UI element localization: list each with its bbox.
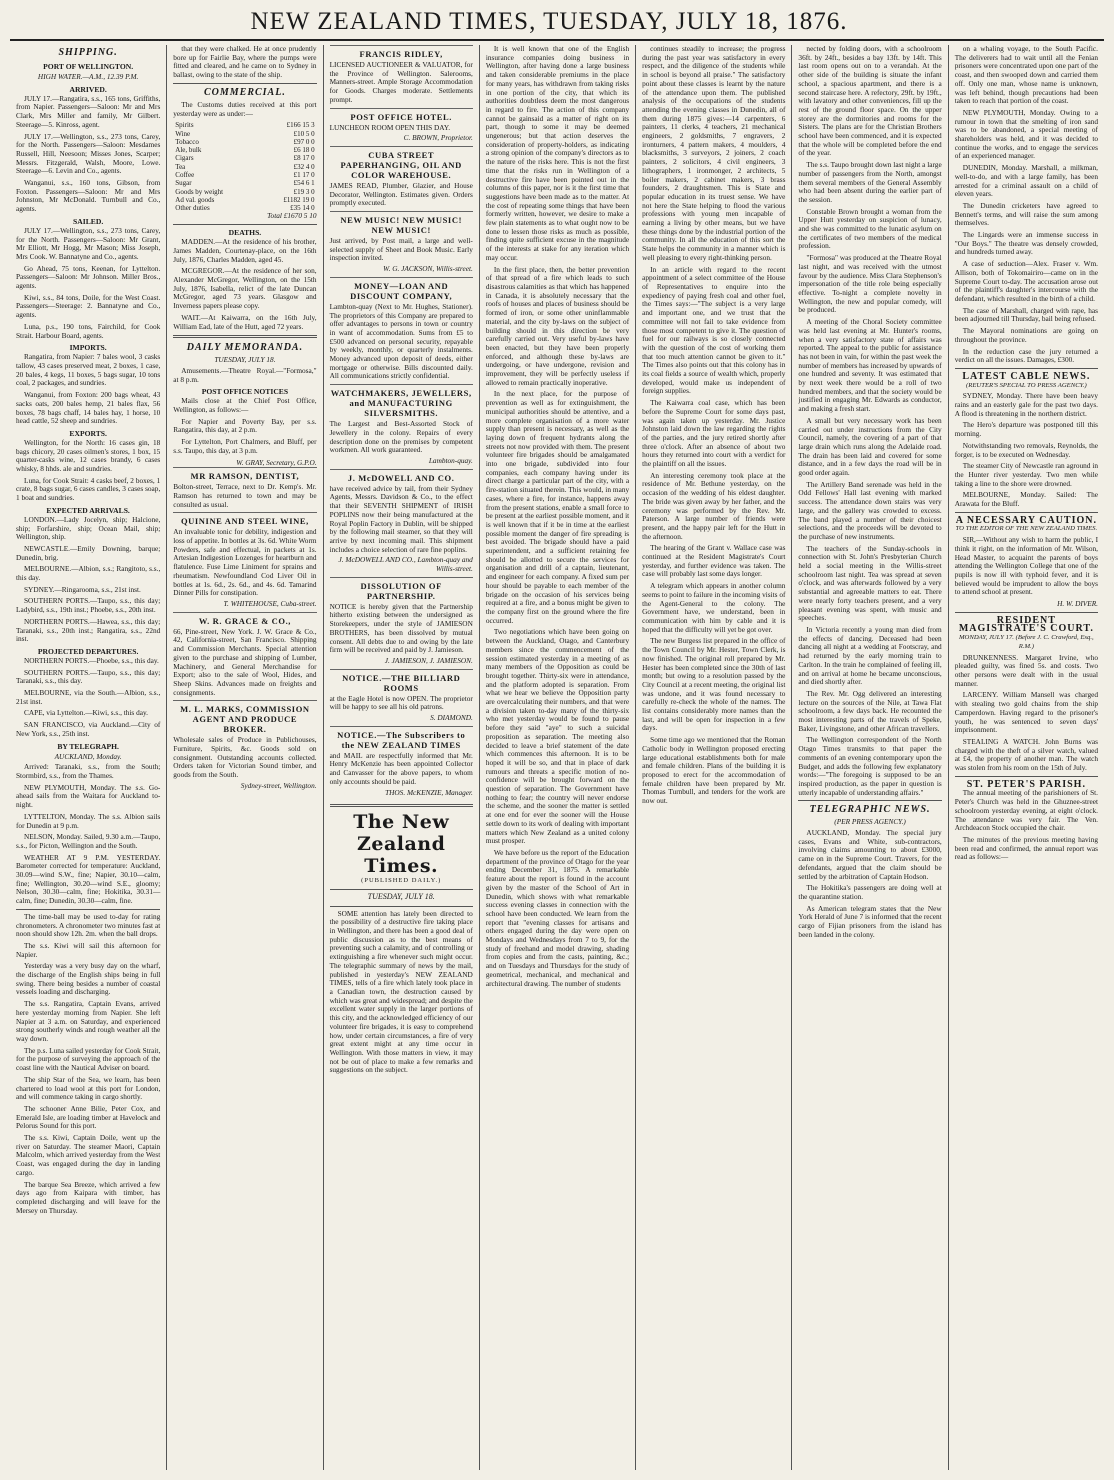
customs-item: Sugar — [175, 179, 192, 188]
telegraph-entry: NELSON, Monday. Sailed, 9.30 a.m.—Taupo, s.s., for Picton, Wellington and the South. — [16, 832, 161, 850]
customs-amount: £8 17 0 — [293, 154, 315, 163]
caution-heading: A NECESSARY CAUTION. — [955, 514, 1097, 526]
memoranda-heading: DAILY MEMORANDA. — [186, 342, 304, 354]
customs-amount: £19 3 0 — [293, 187, 315, 196]
masthead — [10, 8, 1104, 41]
departure-entry: MELBOURNE, via the South.—Albion, s.s., 21st inst. — [16, 688, 161, 706]
customs-amount: £6 18 0 — [293, 146, 315, 155]
customs-amount: £166 15 3 — [286, 121, 315, 130]
table-row — [173, 188, 316, 196]
ad-heading: MONEY—LOAN AND DISCOUNT COMPANY, — [350, 280, 453, 301]
advertisement — [173, 700, 316, 793]
ad-body: Lambton-quay (Next to Mr. Hughes, Stationer). The proprietors of this Company are prepared to offer advantages to persons in town or country in want of accommodation. Sums from £5 to £500 advanced on personal security, repayable by weekly, monthly, or quarterly instalments. Money advanced upon deposit of deeds, either mortgage or otherwise. Bills discounted daily. All communications strictly confidential. — [329, 301, 473, 381]
news-paragraph: The s.s. Taupo brought down last night a large number of passengers from the North, amongst them several members of the General Assembly who had been absent during the earlier part of the session. — [798, 160, 942, 204]
exports-label: EXPORTS. — [69, 428, 107, 438]
telegraph-entry: WEATHER AT 9 P.M. YESTERDAY. Barometer corrected for temperature: Auckland, 30.09—wind S.W., fine; Napier, 30.10—calm, fine; Wellington, 30.20—wind S.E., gloomy; Nelson, 30.30—calm, fine; Hokitika, 30.31—calm, fine; Dunedin, 30.30—calm, fine. — [16, 852, 161, 906]
news-paragraph: nected by folding doors, with a schoolroom 36ft. by 24ft., besides a bay 13ft. by 14ft. This last room opens out on to a verandah. At the other side of the building is situate the infant school, a spacious apartment, and there is a second staircase here. A refectory, 29ft. by 19ft., with lavatory and other conveniences, fill up the rest of the ground floor space. On the upper storey are the dormitories and rooms for the Sisters. The plans are for the Christian Brothers school have been commenced, and it is expected that the whole will be completed before the end of the year. — [798, 45, 942, 158]
news-paragraph: The Artillery Band serenade was held in the Odd Fellows' Hall last evening with marked success. The attendance down stairs was very large, and the gallery was crowded to excess. The band played a number of their choicest selections, and the proceeds will be devoted to the purchase of new instruments. — [798, 479, 942, 541]
ad-body: LICENSED AUCTIONEER & VALUATOR, for the Province of Wellington. Salerooms, Manners-street. Ample Storage Accommodation for Goods. Charges moderate. Settlements prompt. — [329, 60, 473, 104]
advertisement — [330, 669, 473, 726]
table-row — [173, 171, 316, 179]
imports-entry: Wanganui, from Foxton: 200 bags wheat, 43 sacks oats, 200 bales hemp, 21 bales flax, 56 boxes, 78 bags chaff, 14 bales hay, 1 horse, 10 head cattle, 52 sheep and sundries. — [16, 390, 161, 426]
ad-heading: NOTICE.—THE BILLIARD ROOMS — [342, 672, 461, 693]
ad-body: LUNCHEON ROOM OPEN THIS DAY. — [329, 122, 451, 132]
ad-heading: M. L. MARKS, COMMISSION AGENT AND PRODUCE BROKER. — [180, 704, 310, 735]
ad-heading: W. R. GRACE & CO., — [198, 615, 292, 626]
expected-label: EXPECTED ARRIVALS. — [46, 505, 130, 515]
news-paragraph: continues steadily to increase; the progress during the past year was satisfactory in every respect, and the diligence of the students while in school is beyond all praise." The satisfactory point about these classes is learnt by the nature of the attendance upon them. The published analysis of the occupations of the students attending the evening classes in Dunedin, all of them during 1875 gives:—14 carpenters, 6 painters, 11 clerks, 4 teachers, 21 mechanical engineers, 2 goldsmiths, 7 engravers, 2 ironturners, 4 pattern makers, 4 moulders, 4 blacksmiths, 3 surveyors, 2 joiners, 2 coach painters, 2 solicitors, 4 civil engineers, 3 lithographers, 1 ironmonger, 2 architects, 5 boiler makers, 2 cabinet makers, 3 brass founders, 2 draughtsmen. This is State and popular education in its truest sense. We have not here the State helping to flood the various professions with young men incapable of earning a living by other means, but we have these things done by the industrial portion of the community. In all the education of this sort the State helps the community in a manner which is well pleasing to every right-thinking person. — [642, 45, 786, 262]
ad-heading: WATCHMAKERS, JEWELLERS, and MANUFACTURING SILVERSMITHS. — [330, 388, 472, 419]
sailed-entry: Go Ahead, 75 tons, Keenan, for Lyttelton. Passengers—Saloon: Mr Johnson. Miller Bros., agents. — [16, 263, 161, 291]
table-row — [173, 179, 316, 187]
divider — [955, 612, 1098, 613]
column-7 — [948, 45, 1104, 1470]
ad-body: The Largest and Best-Assorted Stock of Jewellery in the colony. Repairs of every description done on the premises by competent workmen. All work guaranteed. — [329, 419, 473, 455]
advertisement — [330, 146, 473, 211]
divider — [798, 800, 941, 801]
paper-title: The New Zealand Times. — [353, 811, 450, 878]
shipping-note: Yesterday was a very busy day on the wharf, the discharge of the English ships being in full swing. There being besides a number of coastal vessels loading and discharging. — [16, 961, 161, 997]
news-paragraph: A telegram which appears in another column seems to point to failure in the incoming visits of the Agent-General to the colony. The Government have, we understand, been in communication with him by cable and it is hoped that the difficulty will yet be got over. — [642, 581, 786, 634]
exports-entry: Wellington, for the North: 16 cases gin, 18 bags chicory, 20 cases oilmen's stores, 1 box, 15 quarter-casks wine, 12 cases brandy, 6 cases whisky, 8 hhds. ale and sundries. — [16, 437, 161, 474]
arrived-entry: Wanganui, s.s., 160 tons, Gibson, from Foxton. Passengers—Saloon: Mr and Mrs Johnston, Mr McDonald. Turnbull and Co., agents. — [16, 178, 161, 214]
deaths-label: DEATHS. — [228, 228, 262, 238]
ad-body: 66, Pine-street, New York. J. W. Grace & Co., 42, California-street, San Francisco. Shipping and Commission Merchants. Special attention given to the purchase and shipping of Lumber, Machinery, and General Merchandise for Export; also to the sale of Wool, Hides, and Sheep Skins. Advances made on freights and consignments. — [173, 626, 317, 697]
news-paragraph: on a whaling voyage, to the South Pacific. The deliverers had to wait until all the Fenian prisoners were concentrated upon one part of the coast, and then swooped down and carried them off. Only one man, whose name is unknown, was left behind, though precautions had been taken to reach that portion of the coast. — [954, 45, 1098, 106]
departures-label: PROJECTED DEPARTURES. — [37, 646, 139, 656]
expected-entry: NORTHERN PORTS.—Hawea, s.s., this day; Taranaki, s.s., 20th inst.; Rangatira, s.s., 22nd inst. — [16, 616, 161, 644]
ad-signature: W. G. JACKSON, Willis-street. — [383, 264, 473, 274]
ad-heading: J. McDOWELL AND CO. — [347, 472, 455, 483]
news-paragraph: A case of seduction—Alex. Fraser v. Wm. Allison, both of Tokomairiro—came on in the Supreme Court to-day. The accusation arose out of the plaintiff's daughter's intercourse with the defendant, which resulted in the birth of a child. — [954, 259, 1098, 303]
shipping-heading: SHIPPING. — [58, 47, 118, 58]
customs-amount: £35 14 0 — [290, 204, 315, 213]
cable-entry: The Hero's departure was postponed till this morning. — [954, 420, 1098, 439]
ad-signature: C. BROWN, Proprietor. — [403, 133, 473, 143]
post-office-entry: For Napier and Poverty Bay, per s.s. Rangatira, this day, at 2 p.m. — [173, 416, 317, 435]
divider — [16, 909, 160, 910]
ad-heading: DISSOLUTION OF PARTNERSHIP. — [360, 580, 442, 601]
news-paragraph: A meeting of the Choral Society committee was held last evening at Mr. Hunter's rooms, when a very satisfactory state of affairs was reported. The appeal to the public for assistance has not been in vain, for within the past week the number of members has increased by upwards of one hundred and seventy. It was estimated that by next week there would be a roll of two hundred members, and that the society would be justified in engaging Mr. Edwards as conductor, and making a fresh start. — [798, 317, 942, 414]
departure-entry: SOUTHERN PORTS.—Taupo, s.s., this day; Taranaki, s.s., this day. — [16, 667, 161, 686]
news-paragraph: The hearing of the Grant v. Wallace case was continued at the Resident Magistrate's Court yesterday, and further evidence was taken. The case will probably last some days longer. — [642, 543, 786, 579]
cable-entry: MELBOURNE, Monday. Sailed: The Arawata for the Bluff. — [954, 490, 1098, 509]
column-5 — [635, 45, 791, 1470]
telegraph-entry: Arrived: Taranaki, s.s., from the South; Stormbird, s.s., from the Thames. — [16, 762, 161, 780]
customs-item: Ale, bulk — [175, 146, 202, 155]
editorial-paragraph: SOME attention has lately been directed to the possibility of a destructive fire taking place in Wellington, and there has been a good deal of public discussion as to the best means of preventing such a calamity, and of controlling or extinguishing a fire whenever such might occur. The telegraphic summary of news by the mail, published in yesterday's NEW ZEALAND TIMES, tells of a fire which lately took place in a Canadian town, the destruction caused by which was great and widespread; and despite the excellent water supply in the larger portions of this city, and the acknowledged efficiency of our volunteer fire brigades, it is easy to comprehend how, under certain circumstances, a fire of very great extent might at any time occur in Wellington. With those matters in view, it may not be out of place to make a few remarks and suggestions on the subject. — [329, 908, 473, 1075]
expected-entry: LONDON.—Lady Jocelyn, ship; Halcione, ship; Forfarshire, ship; Ocean Mail, ship; Wellington, ship. — [16, 514, 161, 542]
death-notice: MADDEN.—At the residence of his brother, James Madden, Courtenay-place, on the 16th July, 1876, Charles Madden, aged 45. — [173, 237, 317, 264]
cable-entry: SYDNEY, Monday. There have been heavy rains and an easterly gale for the past two days. A flood is threatening in the northern district. — [954, 391, 1098, 418]
shipping-note: The s.s. Kiwi, Captain Doile, went up the river on Saturday. The steamer Maori, Captain Malcolm, which arrived yesterday from the West Coast, was engaged during the day in landing cargo. — [16, 1133, 161, 1177]
ad-heading: NOTICE.—The Subscribers to the NEW ZEALAND TIMES — [337, 729, 466, 750]
shipping-note: The s.s. Kiwi will sail this afternoon for Napier. — [16, 940, 161, 959]
advertisement — [330, 577, 473, 669]
advertisement — [330, 45, 473, 108]
customs-item: Tea — [175, 162, 186, 171]
ad-body: Bolton-street, Terrace, next to Dr. Kemp's. Mr. Ramson has returned to town and may be consulted as usual. — [173, 482, 317, 509]
column-1 — [10, 45, 166, 1470]
shipping-note: The time-ball may be used to-day for rating chronometers. A chronometer two minutes fast at noon should show 12h. 2m. when the ball drops. — [16, 911, 161, 939]
customs-item: Ad val. goods — [175, 195, 215, 204]
divider — [955, 512, 1098, 513]
telegraph-dateline: AUCKLAND, Monday. — [54, 751, 122, 761]
divider — [173, 83, 316, 84]
table-row — [173, 163, 316, 171]
shipping-note: The s.s. Rangatira, Captain Evans, arrived here yesterday morning from Napier. She left Napier at 3 a.m. on Saturday, and experienced strong southerly winds and rough weather all the way down. — [16, 999, 161, 1043]
parish-entry: The minutes of the previous meeting having been read and confirmed, the annual report was read as follows:— — [954, 834, 1098, 862]
memoranda-entry: Amusements.—Theatre Royal.—"Formosa," at 8 p.m. — [173, 365, 317, 384]
ad-heading: NEW MUSIC! NEW MUSIC! NEW MUSIC! — [340, 215, 463, 236]
customs-item: Tobacco — [175, 137, 199, 146]
cable-heading: LATEST CABLE NEWS. — [962, 370, 1091, 382]
sailed-entry: JULY 17.—Wellington, s.s., 273 tons, Carey, for the North. Passengers—Saloon: Mr Grant, Mr Elliott, Mr Hogg, Mr Mason; Miss Joseph, Mrs Cook. W. Bannatyne and Co., agents. — [16, 225, 161, 261]
cable-entry: The steamer City of Newcastle ran aground in the Hunter river yesterday. Two men while taking a line to the shore were drowned. — [954, 461, 1098, 488]
divider — [173, 224, 316, 225]
advertisement — [330, 469, 473, 577]
news-paragraph: Constable Brown brought a woman from the Upper Hutt yesterday on suspicion of lunacy, and she was committed to the lunatic asylum on the certificates of two members of the medical profession. — [798, 206, 942, 251]
customs-amount: £32 4 0 — [293, 162, 315, 171]
divider — [173, 335, 316, 338]
cable-subheading: (REUTER'S SPECIAL TO PRESS AGENCY.) — [966, 381, 1087, 389]
ad-signature: THOS. McKENZIE, Manager. — [385, 787, 473, 797]
telegraphic-entry: The Hokitika's passengers are doing well at the quarantine station. — [798, 883, 942, 901]
table-row — [173, 146, 316, 154]
shipping-note: The schooner Anne Bilie, Peter Cox, and Emerald Isle, are loading timber at Havelock and Pelorus Sound for this port. — [16, 1103, 161, 1131]
arrived-entry: JULY 17.—Wellington, s.s., 273 tons, Carey, for the North. Passengers—Saloon: Mesdames Russell, Hill, Neesoon; Misses Jones, Scarper; Messrs. Fitzgerald, Walsh, Moore, Lowe. Steerage—6. Levin and Co., agents. — [16, 131, 161, 176]
expected-entry: NEWCASTLE.—Emily Downing, barque; Dunedin, brig. — [16, 543, 161, 562]
customs-amount: £54 6 1 — [293, 179, 315, 188]
editorial-paragraph: In the next place, for the purpose of prevention as well as for extinguishment, the municipal authorities should be attentive, and a more complete organisation of a more water supply than present is necessary, as well as the laying down of frequent hydrants along the streets not now provided with them. The present volunteer fire brigades should be amalgamated into one brigade, subdivided into four companies, each company having under its direct charge a particular part of the city, with a fire-station situated therein. This would, in many cases, where a fire, for instance, happens away from the present stations, enable a small force to be present at the earliest possible moment, and it is well known that if it be in time at the earliest possible moment the danger of fire spreading is best avoided. The brigade should have a paid superintendent, and a sufficient retaining fee should be allotted to secure the services for organisation and drill of a captain, lieutenant, and engineer for each company. A fixed sum per hour should be payable to each member of the brigade on the occasion of his services being required at a fire, and a bonus might be given to the company first on the ground where the fire occurred. — [485, 389, 630, 625]
advertisement — [330, 384, 473, 469]
sailed-entry: Kiwi, s.s., 84 tons, Doile, for the West Coast. Passengers—Steerage: 2. Bannatyne and Co., agents. — [16, 292, 161, 320]
advertisement — [330, 211, 473, 277]
customs-item: Coffee — [175, 171, 195, 179]
ad-signature: Lambton-quay. — [428, 455, 473, 465]
news-paragraph: NEW PLYMOUTH, Monday. Owing to a rumour in town that the smelting of iron sand was to be abandoned, a special meeting of shareholders was held, and it was decided to continue the works, and to engage the services of an experienced manager. — [954, 107, 1098, 161]
court-entry: LARCENY. William Mansell was charged with stealing two gold chains from the ship Camperdown. Having regard to the prisoner's youth, he was sentenced to seven days' imprisonment. — [954, 690, 1098, 735]
paper-subtitle: (PUBLISHED DAILY.) — [361, 877, 442, 885]
advertisement — [330, 726, 473, 801]
telegraphic-subheading: (PER PRESS AGENCY.) — [834, 817, 906, 827]
news-paragraph: The Lingards were an immense success in "Our Boys." The theatre was densely crowded, and hundreds turned away. — [954, 230, 1098, 257]
parish-entry: The annual meeting of the parishioners of St. Peter's Church was held in the Ghuznee-street schoolroom yesterday evening, at eight o'clock. The attendance was very fair. The Ven. Archdeacon Stock occupied the chair. — [954, 788, 1098, 833]
news-paragraph: An interesting ceremony took place at the residence of Mr. Bethune yesterday, on the occasion of the wedding of his eldest daughter. The bride was given away by her father, and the ceremony was performed by the Rev. Mr. Paterson. A large number of friends were present, and the happy pair left for the Hutt in the afternoon. — [642, 470, 786, 541]
telegraph-entry: NEW PLYMOUTH, Monday. The s.s. Go-ahead sails from the Waitara for Auckland to-night. — [16, 782, 161, 810]
ad-heading: FRANCIS RIDLEY, — [359, 49, 443, 59]
advertisement — [330, 108, 473, 146]
expected-entry: SOUTHERN PORTS.—Taupo, s.s., this day; Ladybird, s.s., 19th inst.; Phoebe, s.s., 20th inst. — [16, 596, 161, 615]
news-paragraph: In an article with regard to the recent appointment of a select committee of the House of Representatives to enquire into the expediency of paying fresh coal and other fuel, the Times says:—"The subject is a very large and important one, and we trust that the committee will not fail to take evidence from those most competent to give it. The question of fuel for our railways is so closely connected with the question of the cost of working them that too much attention cannot be given to it." The Times also points out that this colony has in its coal fields a source of wealth which, properly developed, would make us independent of foreign supplies. — [642, 264, 786, 396]
advertisement — [173, 467, 316, 512]
imports-label: IMPORTS. — [69, 343, 107, 353]
news-paragraph: The Mayoral nominations are going on throughout the province. — [954, 326, 1098, 344]
columns — [10, 45, 1104, 1470]
commercial-heading: COMMERCIAL. — [203, 86, 286, 98]
customs-total: Total £1670 5 10 — [267, 211, 317, 221]
post-office-label: POST OFFICE NOTICES — [201, 387, 289, 397]
ad-signature: J. McDOWELL AND CO., Lambton-quay and Willis-street. — [338, 555, 473, 574]
port-label: PORT OF WELLINGTON. — [43, 62, 134, 71]
news-paragraph: The Kaiwarra coal case, which has been before the Supreme Court for some days past, was again taken up yesterday. Mr. Justice Johnston laid down the law regarding the rights of the parties, and the jury retired shortly after three o'clock. After an absence of about two hours they returned into court with a verdict for the plaintiff on all the issues. — [642, 398, 786, 469]
sailed-label: SAILED. — [73, 216, 104, 226]
ad-body: Wholesale sales of Produce in Publichouses, Furniture, Spirits, &c. Goods sold on consignment. Outstanding accounts collected. Orders taken for Victorian Sound timber, and goods from the South. — [173, 735, 317, 780]
divider — [955, 776, 1098, 777]
high-water: HIGH WATER.—A.M., 12.39 P.M. — [37, 72, 139, 81]
news-paragraph: The new Burgess list prepared in the office of the Town Council by Mr. Hester, Town Clerk, is now finished. The original roll prepared by Mr. Hester has been completed since the 30th of last month; but owing to a resolution passed by the City Council at a recent meeting, the original list was undone, and it was found necessary to carefully re-check the whole of the names. The list contains considerably more names than the last, and will be open for inspection in a few days. — [642, 636, 786, 733]
post-office-sign: W. GRAY, Secretary, G.P.O. — [236, 457, 317, 467]
table-row — [173, 121, 316, 129]
arrived-label: ARRIVED. — [69, 84, 107, 94]
editorial-date: TUESDAY, JULY 18. — [367, 891, 435, 901]
court-subheading: MONDAY, JULY 17. (Before J. C. Crawford, Esq., R.M.) — [958, 634, 1094, 650]
ad-body: and MAIL are respectfully informed that Mr. Henry McKenzie has been appointed Collector and Canvasser for the above papers, to whom only accounts should be paid. — [329, 750, 473, 786]
news-paragraph: The Rev. Mr. Ogg delivered an interesting lecture on the sources of the Nile, at Tawa Flat schoolroom, a few days back. He recounted the most interesting parts of the travels of Speke, Baker, Livingstone, and other African travellers. — [798, 688, 942, 733]
ad-heading: QUININE AND STEEL WINE, — [180, 516, 309, 527]
court-entry: STEALING A WATCH. John Burns was charged with the theft of a silver watch, valued at £4, the property of another man. The watch was stolen from his room on the 15th of July. — [954, 736, 1098, 773]
table-row — [173, 196, 316, 204]
ad-signature: Sydney-street, Wellington. — [240, 780, 317, 790]
customs-item: Wine — [175, 129, 191, 138]
advertisement — [173, 612, 316, 701]
ad-body: JAMES READ, Plumber, Glazier, and House Decorator, Wellington. Estimates given. Orders promptly executed. — [329, 180, 473, 208]
customs-item: Other duties — [175, 204, 210, 213]
departure-entry: CAPE, via Lyttelton.—Kiwi, s.s., this day. — [24, 708, 148, 718]
column-6 — [791, 45, 947, 1470]
divider — [330, 906, 473, 907]
divider — [330, 804, 473, 807]
advertisement — [330, 277, 473, 384]
news-paragraph: The case of Marshall, charged with rape, has been adjourned till Thursday, bail being refused. — [954, 305, 1098, 324]
shipping-note: The ship Star of the Sea, we learn, has been chartered to load wool at this port for London, and will commence taking in cargo shortly. — [16, 1074, 161, 1102]
ad-signature: J. JAMIESON, J. JAMIESON. — [384, 655, 473, 665]
sailed-entry: Luna, p.s., 190 tons, Fairchild, for Cook Strait. Harbour Board, agents. — [16, 321, 161, 340]
post-office-entry: Mails close at the Chief Post Office, Wellington, as follows:— — [173, 396, 317, 415]
caution-letter: SIR,—Without any wish to harm the public, I think it right, on the information of Mr. Wilson, Head Master, to acquaint the parents of boys attending the Wellington College that one of the pupils is now ill with typhoid fever, and it is believed would be imprudent to allow the boys to attend school at present. — [954, 535, 1098, 597]
customs-amount: £1 17 0 — [293, 171, 315, 179]
court-heading: RESIDENT MAGISTRATE'S COURT. — [958, 614, 1094, 635]
divider — [955, 368, 1098, 369]
masthead-title: NEW ZEALAND TIMES, TUESDAY, JULY 18, 1876. — [250, 8, 848, 35]
shipping-note: The p.s. Luna sailed yesterday for Cook Strait, for the purpose of surveying the approach of the coast line with the Nautical Adviser on board. — [16, 1045, 161, 1073]
telegraphic-heading: TELEGRAPHIC NEWS. — [809, 804, 931, 816]
departure-entry: NORTHERN PORTS.—Phoebe, s.s., this day. — [24, 655, 159, 665]
parish-heading: ST. PETER'S PARISH. — [966, 778, 1086, 790]
ad-body: Just arrived, by Post mail, a large and well-selected supply of Sheet and Book Music. Early inspection invited. — [329, 236, 473, 263]
customs-amount: £1182 19 0 — [283, 195, 315, 204]
ad-signature: S. DIAMOND. — [430, 713, 473, 723]
column-2 — [166, 45, 322, 1470]
imports-entry: Rangatira, from Napier: 7 bales wool, 3 casks tallow, 43 cases preserved meat, 2 boxes, 1 case, 20 bales, 4 kegs, 11 boxes, 5 bags sugar, 10 tons coal, 2 packages, and sundries. — [16, 352, 161, 388]
expected-entry: MELBOURNE.—Albion, s.s.; Rangitoto, s.s., this day. — [16, 564, 161, 583]
customs-amount: £10 5 0 — [293, 129, 315, 138]
ad-body: have received advice by tail, from their Sydney Agents, Messrs. Davidson & Co., to the effect that their SEVENTH SHIPMENT of IRISH POPLINS now their being manufactured at the Royal Poplin Factory in Dublin, will be shipped by the following mail steamer, so that they will arrive by next incoming mail. This shipment includes a choice selection of rare fine poplins. — [329, 483, 473, 554]
ad-body: NOTICE is hereby given that the Partnership hitherto existing between the undersigned as Storekeepers, under the style of JAMIESON BROTHERS, has been dissolved by mutual consent. All debts due to and owing by the late firm will be received and paid by J. Jamieson. — [329, 601, 473, 655]
ad-body: at the Eagle Hotel is now OPEN. The proprietor will be happy to see all his old patrons. — [329, 693, 473, 712]
column-4 — [479, 45, 635, 1470]
customs-item: Cigars — [175, 154, 194, 163]
post-office-entry: For Lyttelton, Port Chalmers, and Bluff, per s.s. Taupo, this day, at 3 p.m. — [173, 437, 317, 455]
ad-body: An invaluable tonic for debility, indigestion and loss of appetite. In bottles at 3s. 6d. White Worm Powders, safe and effectual, in packets at 1s. Artesian Indigestion Lozenges for heartburn and flatulence. Fuse Lime Liniment for sprains and rheumatism. Newfoundland Cod Liver Oil in bottles at 1s. 6d., 2s. 6d., and 4s. 6d. Tamarind Dinner Pills for constipation. — [173, 527, 317, 598]
news-paragraph: DUNEDIN, Monday. Marshall, a milkman, well-to-do, and with a large family, has been arrested for a criminal assault on a child of eleven years. — [954, 163, 1098, 199]
telegraph-entry: LYTTELTON, Monday. The s.s. Albion sails for Dunedin at 9 p.m. — [16, 811, 161, 830]
ad-heading: CUBA STREET PAPERHANGING, OIL AND COLOR WAREHOUSE. — [340, 149, 462, 180]
telegraph-label: BY TELEGRAPH. — [57, 741, 119, 751]
news-paragraph: The teachers of the Sunday-schools in connection with St. John's Presbyterian Church held a social meeting in the Willis-street schoolroom last night. Tea was spread at seven o'clock, and was afterwards followed by a very substantial and agreeable matters to eat. There were nearly forty teachers present, and a very pleasant evening was spent, with music and speeches. — [798, 543, 942, 623]
news-paragraph: In the reduction case the jury returned a verdict on all the issues. Damages, £300. — [954, 346, 1098, 365]
customs-intro: The Customs duties received at this port yesterday were as under:— — [173, 99, 317, 118]
arrived-entry: JULY 17.—Rangatira, s.s., 165 tons, Griffiths, from Napier. Passengers—Saloon: Mr and Mrs Clark, Mrs Miller and family, Mr Gilbert. Steerage—5. Kinross, agent. — [16, 93, 161, 129]
editorial-paragraph: Two negotiations which have been going on between the Auckland, Otago, and Canterbury members since the commencement of the session estimated yesterday in a meeting of as many members of the Opposition as could be brought together. Thirty-six were in attendance, and the platform adopted is separation. From what we hear we believe the Opposition party are overcalculating their numbers, and that were a division taken to-day many of the thirty-six who met yesterday would be found to pause before they said "aye" to such a suicidal proposition as separation. The meeting also decided to leave a brief statement of the date which commences this afternoon. It is to be hoped it will be so, and that in place of dark rumours and threats a specific motion of no-confidence will be brought forward on the question of separation. The Government have nothing to fear; the country will never endorse the scheme, and the sooner the matter is settled at one end for ever the sooner will the House settle down to its work of dealing with important matters which New Zealand as a united colony must prosper. — [485, 627, 630, 846]
editorial-paragraph: It is well known that one of the English insurance companies doing business in Wellington, after having done a large business and taken considerable premiums in the place for many years, has withdrawn from taking risks in one portion of the city, that which its authorities doubtless deem the most dangerous in regard to fire. The action of this company cannot be gainsaid as a matter of right on its part, though to some it may be deemed ungenerous; but that action deserves the consideration of property-holders, as indicating a strong opinion of the company's directors as to the nature of the risks here. This is not the first time that the risks run in Wellington of a destructive fire have been pointed out in the columns of this paper, nor is it the first time that suggestions have been made as to the matter. At the cost of repeating some things that have been formerly written, however, we desire to make a few plain statements as to what ought now to be done to lessen those risks as much as possible, finding quite sufficient excuse in the magnitude of the interests at stake for any iteration which may occur. — [485, 45, 630, 262]
telegraphic-entry: As American telegram states that the New York Herald of June 7 is informed that the recent cargo of Fijian prisoners from the island has been landed in the colony. — [798, 903, 942, 939]
caution-signature: H. W. DIVER. — [1057, 599, 1098, 609]
memoranda-date: TUESDAY, JULY 18. — [214, 355, 276, 365]
shipping-note: The barque Sea Breeze, which arrived a few days ago from Kaipara with timber, has completed discharging and will leave for the Mersey on Thursday. — [16, 1179, 161, 1215]
death-notice: MCGREGOR.—At the residence of her son, Alexander McGregor, Wellington, on the 15th July, 1876, Isabella, relict of the late Duncan McGregor, aged 73 years. Glasgow and Inverness papers please copy. — [173, 266, 317, 311]
departure-entry: SAN FRANCISCO, via Auckland.—City of New York, s.s., 25th inst. — [16, 720, 161, 738]
news-paragraph: The Wellington correspondent of the North Otago Times transmits to that paper the comments of an evening contemporary upon the Budget, and adds the following few explanatory words:—"The foregoing is supposed to be an inspired production, as the paper in question is utterly incapable of understanding affairs." — [798, 735, 942, 797]
expected-entry: SYDNEY.—Ringarooma, s.s., 21st inst. — [24, 584, 141, 594]
divider — [330, 889, 473, 890]
continued-text: that they were chalked. He at once prudently bore up for Fairlie Bay, where the pumps were fitted and cleared, and he came on to Sydney in ballast, owing to the state of the ship. — [173, 45, 317, 80]
editorial-paragraph: In the first place, then, the better prevention of that spread of a fire which leads to such disastrous calamities as that which has happened in Canada, it is absolutely necessary that the roofs of houses and places of business should be formed of iron, or some other uninflammable material, and the city by-laws on the subject of building should in this direction be very carefully carried out. Very useful by-laws have been enacted, but they have been properly enforced, and although these by-laws are undergoing, or have undergone, revision and improvement, they will be perfectly useless if allowed to remain practically inoperative. — [485, 264, 630, 387]
caution-addressee: TO THE EDITOR OF THE NEW ZEALAND TIMES. — [955, 525, 1098, 533]
customs-item: Spirits — [175, 121, 194, 130]
exports-entry: Luna, for Cook Strait: 4 casks beef, 2 boxes, 1 crate, 8 bags sugar, 6 cases candles, 3 cases soap, 1 boat and sundries. — [16, 475, 161, 503]
customs-item: Goods by weight — [175, 187, 224, 196]
table-row — [173, 154, 316, 162]
editorial-paragraph: We have before us the report of the Education department of the province of Otago for the year ending December 31, 1875. A remarkable feature about the report is found in the account given by the master of the School of Art in Dunedin, which shows with what remarkable success evening classes in connection with the school have been conducted. We learn from the report that "evening classes for artisans and others engaged during the day were open on Mondays and Wednesdays from 7 to 9, for the study of freehand and model drawing, shading from copies and from the casts, painting, &c.; and on Tuesdays and Thursdays for the study of geometrical, mechanical, and mechanical and architectural drawing. The number of students — [485, 847, 630, 988]
ad-signature: T. WHITEHOUSE, Cuba-street. — [223, 598, 317, 608]
ad-heading: MR RAMSON, DENTIST, — [190, 471, 300, 482]
customs-table — [173, 121, 316, 212]
news-paragraph: Some time ago we mentioned that the Roman Catholic body in Wellington proposed erecting large educational establishments both for male and female children. Plans of the building it is proposed to erect for the accommodation of female children have been prepared by Mr. Thomas Turnbull, and tenders for the work are now out. — [642, 735, 786, 806]
advertisement — [173, 512, 316, 611]
death-notice: WAIT.—At Kaiwarra, on the 16th July, William Ead, late of the Hutt, aged 72 years. — [173, 312, 317, 331]
news-paragraph: In Victoria recently a young man died from the effects of dancing. Deceased had been dancing all night at a wedding at Footscray, and had returned by the early morning train to Carlton. In the train he complained of feeling ill, and on arrival at home he became unconscious, and died shortly after. — [798, 625, 942, 687]
cable-entry: Notwithstanding two removals, Reynolds, the forger, is to be executed on Wednesday. — [954, 440, 1098, 459]
customs-amount: £97 0 0 — [293, 137, 315, 146]
ad-heading: POST OFFICE HOTEL. — [350, 111, 452, 122]
telegraphic-entry: AUCKLAND, Monday. The special jury cases, Evans and White, sub-contractors, involving claims amounting to about £3000, came on in the Supreme Court. Travers, for the defendants, argued that the claim should be settled by the arbitration of Captain Hodson. — [798, 828, 942, 881]
news-paragraph: A small but very necessary work has been carried out under instructions from the City Council, namely, the covering of a part of that large drain which runs along the Adelaide road. The drain has been laid and covered for some distance, and in a few days the road will be in good order again. — [798, 415, 942, 478]
news-paragraph: "Formosa" was produced at the Theatre Royal last night, and was received with the utmost favour by the audience. Miss Clara Stephenson's impersonation of the title role being especially effective. To-night a complete novelty in Wellington, the new and popular comedy, will be produced. — [798, 253, 942, 315]
table-row — [173, 130, 316, 138]
court-entry: DRUNKENNESS. Margaret Irvine, who pleaded guilty, was fined 5s. and costs. Two other persons were dealt with in the usual manner. — [954, 652, 1098, 688]
news-paragraph: The Dunedin cricketers have agreed to Bennett's terms, and will raise the sum among themselves. — [954, 200, 1098, 228]
table-row — [173, 138, 316, 146]
column-3 — [323, 45, 479, 1470]
